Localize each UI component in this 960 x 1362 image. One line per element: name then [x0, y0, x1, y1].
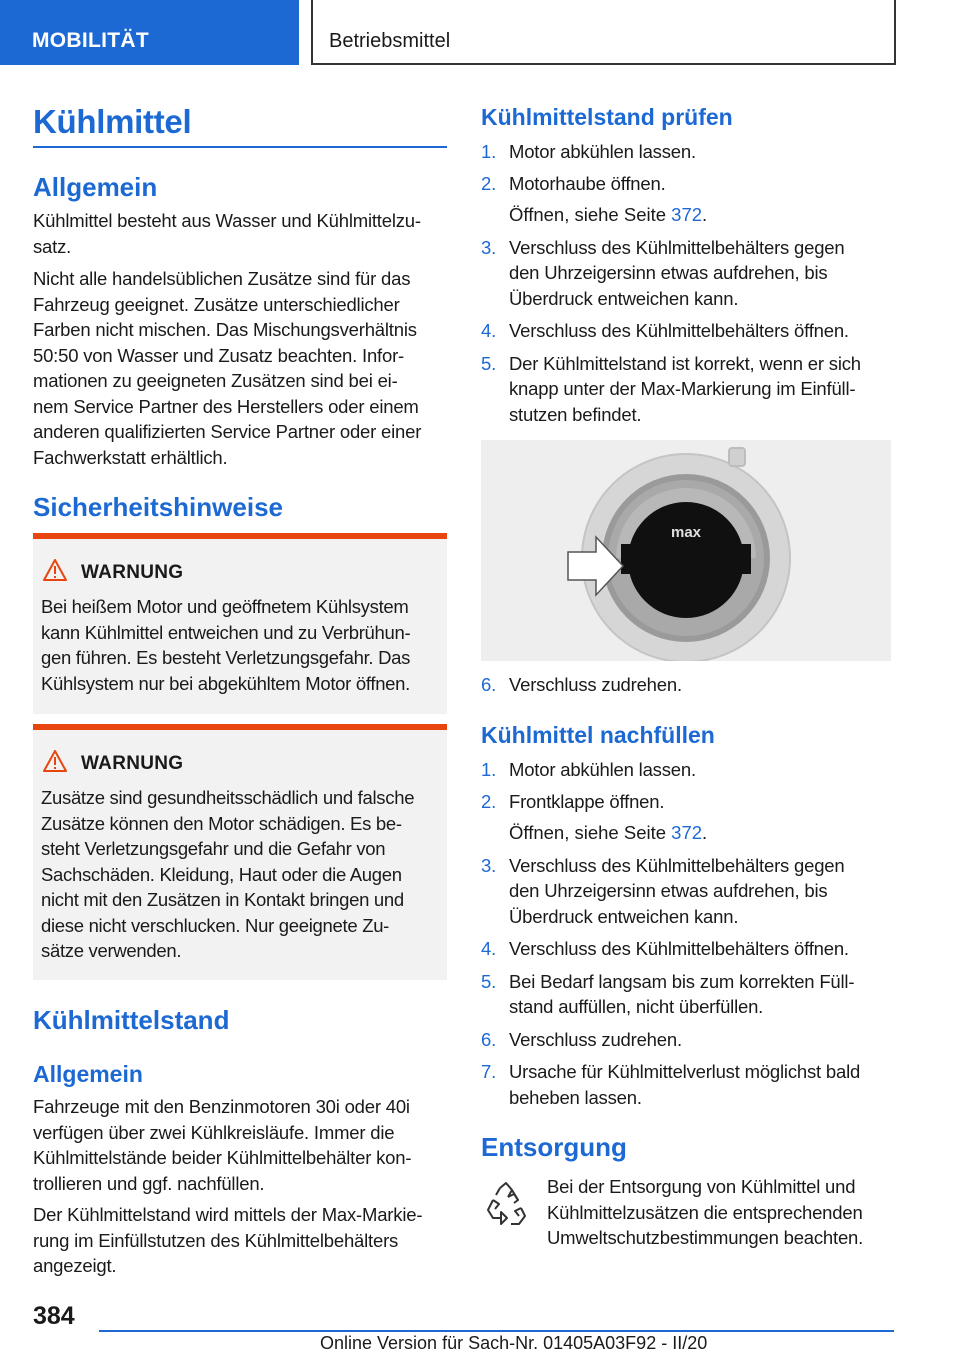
steps-pruefen-cont	[481, 672, 891, 698]
recycling-icon	[481, 1180, 531, 1235]
paragraph-allgemein-2: Nicht alle handelsüblichen Zusätze sind für das Fahrzeug geeignet. Zusätze unterschiedlicher Farben nicht mischen. Das Mischungsverhältnis 50:50 von Wasser und Zusatz beachten. Infor- mationen zu geeigneten Zusätzen sind bei ei- nem Service Partner des Herstellers oder einem anderen qualifizierten Service Partner oder einer Fachwerkstatt erhältlich.	[33, 268, 422, 468]
paragraph-stand-2: Der Kühlmittelstand wird mittels der Max-Markie- rung im Einfüllstutzen des Kühlmittelbehälters angezeigt.	[33, 1204, 423, 1276]
list-item: 7. Ursache für Kühlmittelverlust möglichst bald beheben lassen.	[481, 1061, 861, 1108]
page-reference: Öffnen, siehe Seite 372.	[509, 204, 708, 225]
list-item: 3. Verschluss des Kühlmittelbehälters gegen den Uhrzeigersinn etwas aufdrehen, bis Überdruck entweichen kann.	[481, 854, 845, 927]
page-link[interactable]: 372	[671, 204, 703, 225]
warning-title: WARNUNG	[81, 752, 184, 774]
steps-pruefen	[481, 139, 891, 427]
heading-kuehlmittelstand-pruefen: Kühlmittelstand prüfen	[481, 104, 733, 130]
heading-sicherheitshinweise: Sicherheitshinweise	[33, 492, 283, 522]
warning-title: WARNUNG	[81, 561, 184, 583]
heading-allgemein: Allgemein	[33, 172, 158, 202]
heading-kuehlmittel-nachfuellen: Kühlmittel nachfüllen	[481, 722, 715, 748]
paragraph-allgemein-1: Kühlmittel besteht aus Wasser und Kühlmittelzu- satz.	[33, 210, 421, 257]
list-item: 3. Verschluss des Kühlmittelbehälters gegen den Uhrzeigersinn etwas aufdrehen, bis Überdruck entweichen kann.	[481, 236, 845, 309]
footer-divider	[99, 1330, 894, 1332]
section-tab: MOBILITÄT	[0, 0, 299, 65]
page-link[interactable]: 372	[671, 822, 703, 843]
page-title: Kühlmittel	[33, 103, 192, 140]
list-item: 6. Verschluss zudrehen.	[481, 1028, 682, 1050]
list-item: 2. Frontklappe öffnen.	[481, 790, 665, 812]
paragraph-stand-1: Fahrzeuge mit den Benzinmotoren 30i oder 40i verfügen über zwei Kühlkreisläufe. Immer die Kühlmittelstände beider Kühlmittelbehälter kon- trollieren und ggf. nachfüllen.	[33, 1096, 412, 1194]
warning-triangle-icon	[43, 559, 67, 586]
list-item: 4. Verschluss des Kühlmittelbehälters öffnen.	[481, 320, 849, 341]
warning-text: Zusätze sind gesundheitsschädlich und falsche Zusätze können den Motor schädigen. Es be- steht Verletzungsgefahr und die Gefahr von Sachschäden. Kleidung, Haut oder die Augen nicht mit den Zusätzen in Kontakt bringen und diese nicht verschlucken. Nur geeignete Zu- sätze verwenden.	[41, 787, 415, 961]
footer-version-text: Online Version für Sach-Nr. 01405A03F92 - II/20	[320, 1333, 708, 1353]
chapter-label: Betriebsmittel	[311, 0, 896, 65]
subheading-allgemein: Allgemein	[33, 1061, 143, 1087]
list-item: 5. Der Kühlmittelstand ist korrekt, wenn er sich knapp unter der Max-Markierung im Einfüll- stutzen befindet.	[481, 352, 861, 425]
title-divider	[33, 146, 447, 148]
coolant-reservoir-image	[481, 440, 891, 661]
page-number: 384	[33, 1302, 75, 1330]
heading-kuehlmittelstand: Kühlmittelstand	[33, 1005, 230, 1035]
warning-box-2	[33, 724, 447, 980]
max-marking: max	[670, 524, 702, 541]
list-item: 1. Motor abkühlen lassen.	[481, 141, 696, 162]
list-item: 2. Motorhaube öffnen.	[481, 172, 666, 194]
list-item: 1. Motor abkühlen lassen.	[481, 759, 696, 780]
warning-text: Bei heißem Motor und geöffnetem Kühlsystem kann Kühlmittel entweichen und zu Verbrühun- gen führen. Es besteht Verletzungsgefahr. Das Kühlsystem nur bei abgekühltem Motor öffnen.	[41, 596, 411, 694]
warning-triangle-icon	[43, 750, 67, 777]
page-reference: Öffnen, siehe Seite 372.	[509, 822, 708, 843]
list-item: 5. Bei Bedarf langsam bis zum korrekten Füll- stand auffüllen, nicht überfüllen.	[481, 970, 855, 1017]
list-item: 6. Verschluss zudrehen.	[481, 674, 682, 695]
entsorgung-text: Bei der Entsorgung von Kühlmittel und Kühlmittelzusätzen die entsprechenden Umweltschutzbestimmungen beachten.	[547, 1176, 864, 1248]
list-item: 4. Verschluss des Kühlmittelbehälters öffnen.	[481, 938, 849, 959]
warning-box-1	[33, 533, 447, 714]
heading-entsorgung: Entsorgung	[481, 1132, 627, 1162]
steps-nachfuellen	[481, 757, 891, 1110]
